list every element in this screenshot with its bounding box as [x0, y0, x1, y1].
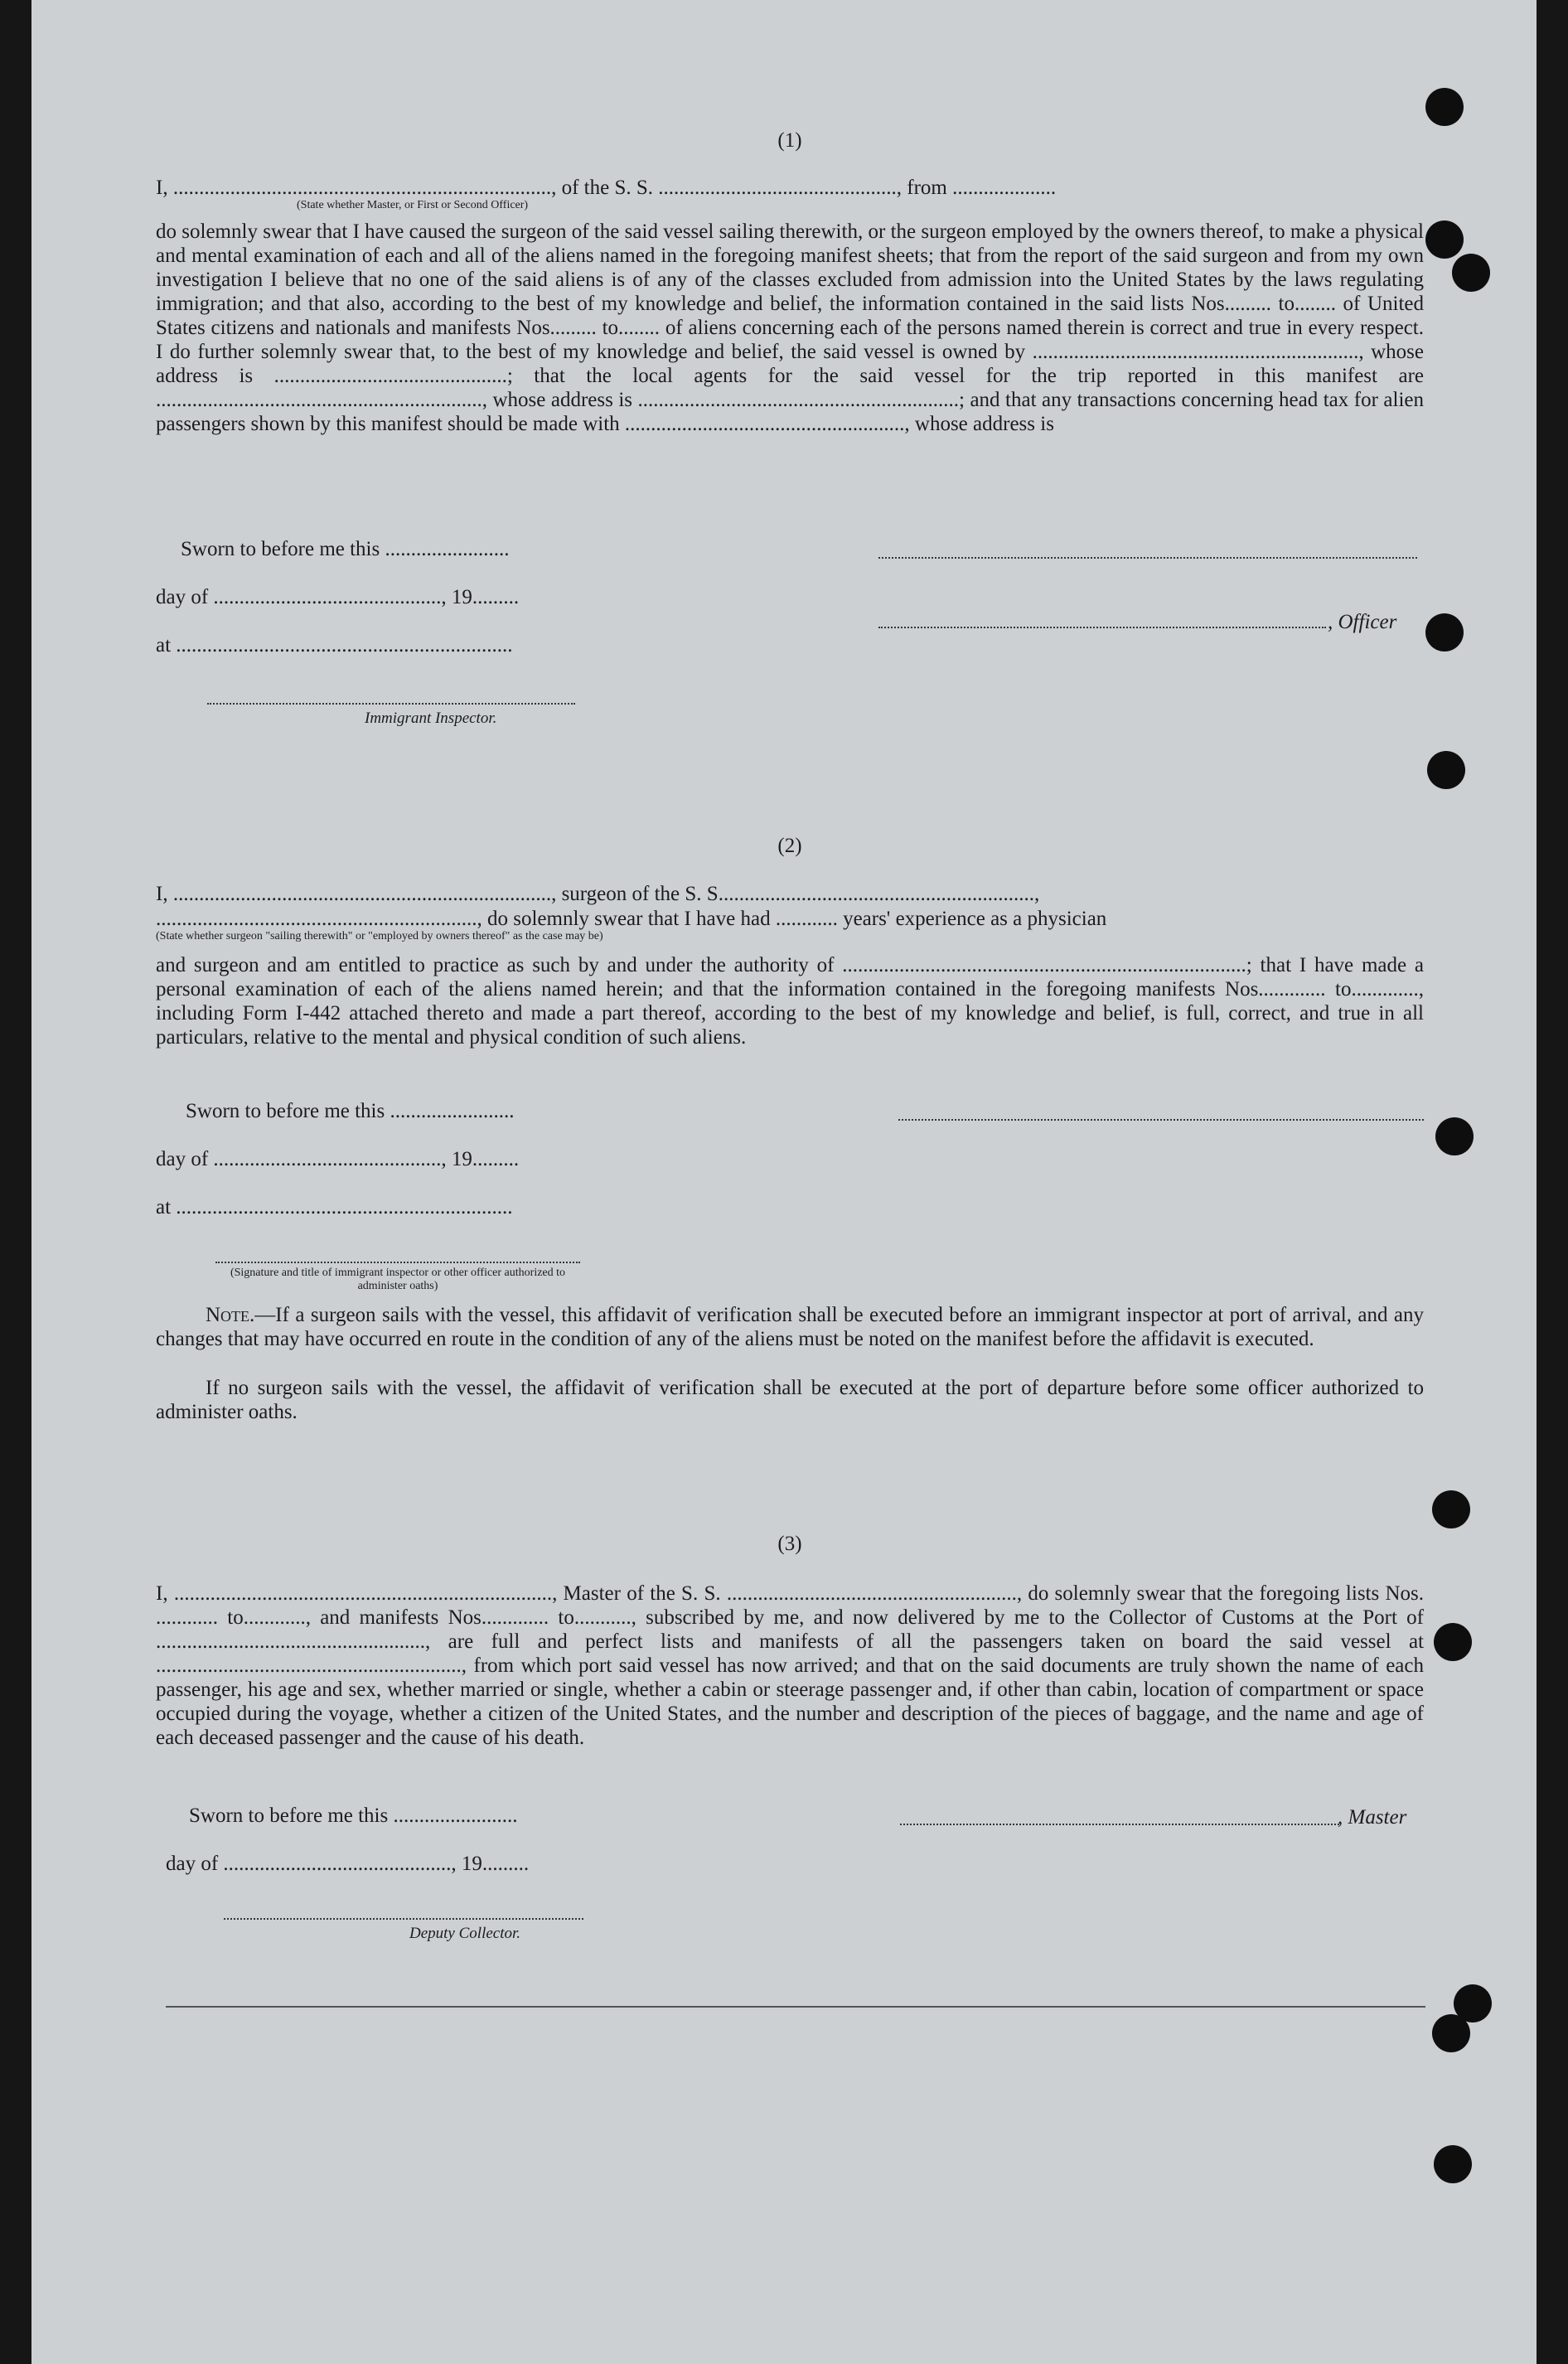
section-2-second-line: .............................................................., do solemnly swear that I have had ............ years' experience as a physician [156, 908, 1107, 930]
section-3-oath-text: I, ........................................................................., Master of the S. S. ........................................................, do solemnly swear that the foregoing lists Nos. ............ to............, and manifests Nos............. to..........., subscribed by me, and now delivered by me to the Collector of Customs at the Port of ...................................................., are full and perfect lists and manifests of all the passengers taken on board the said vessel at ..........................................................., from which port said vessel has now arrived; and that on the said documents are truly shown the name of each passenger, his age and sex, whether married or single, whether a cabin or steerage passenger and, if other than cabin, location of compartment or space occupied during the voyage, whether a citizen of the United States, and the number and description of the pieces of baggage, and the name and age of each deceased passenger and the cause of his death. [156, 1582, 1424, 1749]
section-1-first-line: I, ........................................................................., of the S. S. .............................................., from .................... [156, 177, 1057, 199]
section-3-day-line: day of ............................................, 19......... [166, 1853, 530, 1875]
note-text: —If a surgeon sails with the vessel, this affidavit of verification shall be executed before an immigrant inspector at port of arrival, and any changes that may have occurred en route in the condition of any of the aliens must be noted on the manifest before the affidavit is executed. [156, 1304, 1424, 1350]
section-2-inspector-signature-line [215, 1262, 580, 1263]
section-1-officer-signature-line [878, 627, 1326, 628]
bottom-rule [166, 2006, 1425, 2008]
section-1-officer-label: , Officer [1328, 611, 1397, 633]
section-2-day-line: day of ............................................, 19......... [156, 1148, 520, 1170]
section-3-sworn-line: Sworn to before me this ........................ [189, 1804, 518, 1827]
section-2-oath-text: and surgeon and am entitled to practice as such by and under the authority of ..............................................................................; that I have made a personal examination of each of the aliens named herein; and that the information contained in the foregoing manifests Nos............. to............., including Form I-442 attached thereto and made a part thereof, according to the best of my knowledge and belief, is full, correct, and true in all particulars, relative to the mental and physical condition of such aliens. [156, 954, 1424, 1049]
section-2-note [156, 1303, 1424, 1351]
section-1-officer-note: (State whether Master, or First or Second Officer) [297, 199, 529, 211]
section-1-day-line: day of ............................................, 19......... [156, 586, 520, 608]
section-1-at-line: at ................................................................. [156, 634, 513, 656]
punch-hole [1434, 2145, 1472, 2183]
section-1-signature-line-1 [878, 557, 1417, 559]
section-1-inspector-signature-line [207, 703, 575, 705]
punch-hole [1434, 1623, 1472, 1661]
punch-hole [1427, 751, 1465, 789]
section-2-first-line: I, ........................................................................., surgeon of the S. S............................................................., [156, 883, 1040, 905]
section-2-at-line: at ................................................................. [156, 1196, 513, 1218]
section-2-surgeon-note: (State whether surgeon "sailing therewith" or "employed by owners thereof" as the case may be) [156, 930, 603, 942]
section-1-sworn-line: Sworn to before me this ........................ [181, 538, 510, 560]
section-2-note-2: If no surgeon sails with the vessel, the affidavit of verification shall be executed at the port of departure before some officer authorized to administer oaths. [156, 1377, 1424, 1423]
section-2-signature-note: (Signature and title of immigrant inspector or other officer authorized to administer oaths) [230, 1267, 566, 1292]
document-page [31, 0, 1537, 2364]
section-3-deputy-label: Deputy Collector. [409, 1925, 521, 1942]
punch-hole [1425, 220, 1464, 259]
section-3-deputy-signature-line [224, 1918, 583, 1920]
punch-hole [1432, 1490, 1470, 1528]
punch-hole [1425, 88, 1464, 126]
section-2-heading: (2) [777, 835, 802, 857]
punch-hole [1425, 613, 1464, 652]
section-2-sworn-line: Sworn to before me this ........................ [186, 1100, 515, 1122]
section-1-oath-text: do solemnly swear that I have caused the surgeon of the said vessel sailing therewith, or the surgeon employed by the owners thereof, to make a physical and mental examination of each and all of the aliens named in the foregoing manifest sheets; that from the report of the said surgeon and from my own investigation I believe that no one of the said aliens is of any of the classes excluded from admission into the United States by the laws regulating immigration; and that also, according to the best of my knowledge and belief, the information contained in the said lists Nos......... to........ of United States citizens and nationals and manifests Nos......... to........ of aliens concerning each of the persons named therein is correct and true in every respect. I do further solemnly swear that, to the best of my knowledge and belief, the said vessel is owned by ..............................................................., whose address is .............................................; that the local agents for the said vessel for the trip reported in this manifest are ..............................................................., whose address is ..............................................................; and that any transactions concerning head tax for alien passengers shown by this manifest should be made with ......................................................, whose address is [156, 220, 1424, 435]
section-3-heading: (3) [777, 1533, 802, 1555]
section-1-inspector-label: Immigrant Inspector. [365, 710, 497, 727]
section-2-signature-line [898, 1119, 1424, 1121]
punch-hole [1435, 1117, 1474, 1155]
section-3-master-signature-line [900, 1824, 1339, 1825]
punch-hole [1452, 254, 1490, 292]
section-3-master-label: , Master [1338, 1806, 1407, 1829]
section-1-heading: (1) [777, 129, 802, 152]
note-label: Note. [206, 1304, 255, 1326]
punch-hole [1432, 2014, 1470, 2052]
